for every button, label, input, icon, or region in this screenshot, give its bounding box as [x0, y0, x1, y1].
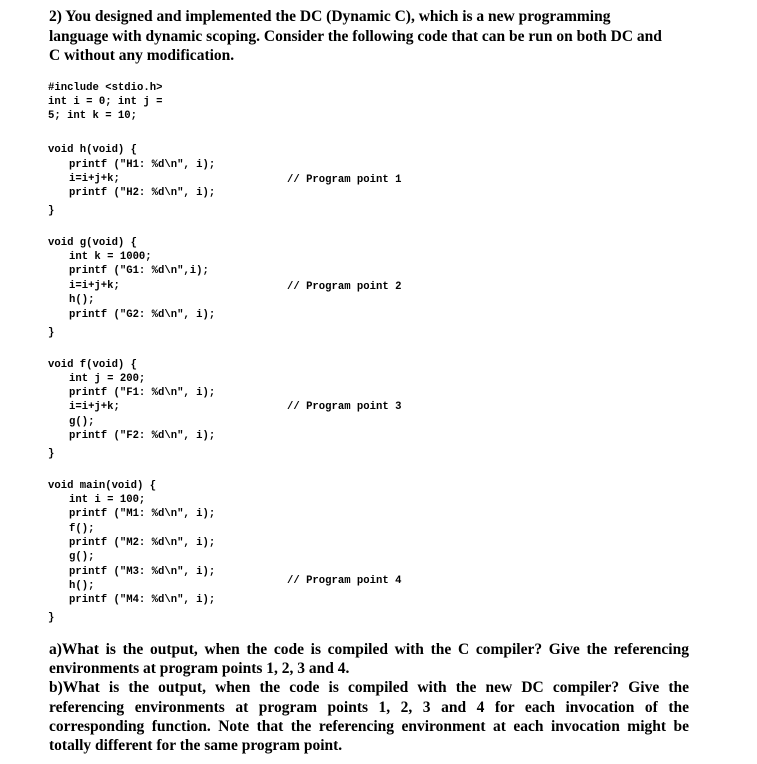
heading-line: 2) You designed and implemented the DC (Dynamic C), which is a new programming [49, 8, 611, 25]
code-line: } [48, 205, 55, 217]
code-line: printf ("G1: %d\n",i); [69, 265, 209, 277]
code-line: f(); [69, 523, 95, 535]
sub-questions [49, 640, 689, 755]
code-line: void h(void) { [48, 144, 138, 156]
code-line: int i = 100; [69, 494, 146, 506]
question-a: a)What is the output, when the code is compiled with the C compiler? Give the referencing environments at program points 1, 2, 3 and 4. [49, 641, 689, 678]
code-line: printf ("H2: %d\n", i); [69, 187, 216, 199]
code-line: int k = 1000; [69, 251, 152, 263]
program-point-comment: // Program point 2 [287, 281, 402, 293]
program-point-comment: // Program point 3 [287, 401, 402, 413]
code-line: printf ("F1: %d\n", i); [69, 387, 216, 399]
code-line: i=i+j+k; [69, 280, 120, 292]
code-line: } [48, 612, 55, 624]
program-point-comment: // Program point 1 [287, 174, 402, 186]
code-line: #include <stdio.h> [48, 82, 163, 94]
program-point-comment: // Program point 4 [287, 575, 402, 587]
code-line: } [48, 327, 55, 339]
code-line: printf ("M2: %d\n", i); [69, 537, 216, 549]
code-line: void f(void) { [48, 359, 138, 371]
code-line: i=i+j+k; [69, 401, 120, 413]
code-line: printf ("M3: %d\n", i); [69, 566, 216, 578]
code-line: printf ("M1: %d\n", i); [69, 508, 216, 520]
code-line: printf ("F2: %d\n", i); [69, 430, 216, 442]
code-line: h(); [69, 294, 95, 306]
code-line: 5; int k = 10; [48, 110, 138, 122]
question-b: b)What is the output, when the code is compiled with the new DC compiler? Give the referencing environments at program points 1, 2, 3 and 4 for each invocation of the corresponding function. Note that the referencing environment at each invocation might be totally different for the same program point. [49, 679, 689, 755]
code-line: g(); [69, 416, 95, 428]
code-line: } [48, 448, 55, 460]
code-line: i=i+j+k; [69, 173, 120, 185]
code-line: h(); [69, 580, 95, 592]
code-line: printf ("G2: %d\n", i); [69, 309, 216, 321]
heading-line: C without any modification. [49, 47, 235, 64]
code-line: printf ("M4: %d\n", i); [69, 594, 216, 606]
code-line: g(); [69, 551, 95, 563]
code-line: void main(void) { [48, 480, 157, 492]
code-line: printf ("H1: %d\n", i); [69, 159, 216, 171]
code-line: int i = 0; int j = [48, 96, 163, 108]
heading-line: language with dynamic scoping. Consider the following code that can be run on both DC and [49, 27, 662, 45]
code-line: void g(void) { [48, 237, 138, 249]
code-line: int j = 200; [69, 373, 146, 385]
